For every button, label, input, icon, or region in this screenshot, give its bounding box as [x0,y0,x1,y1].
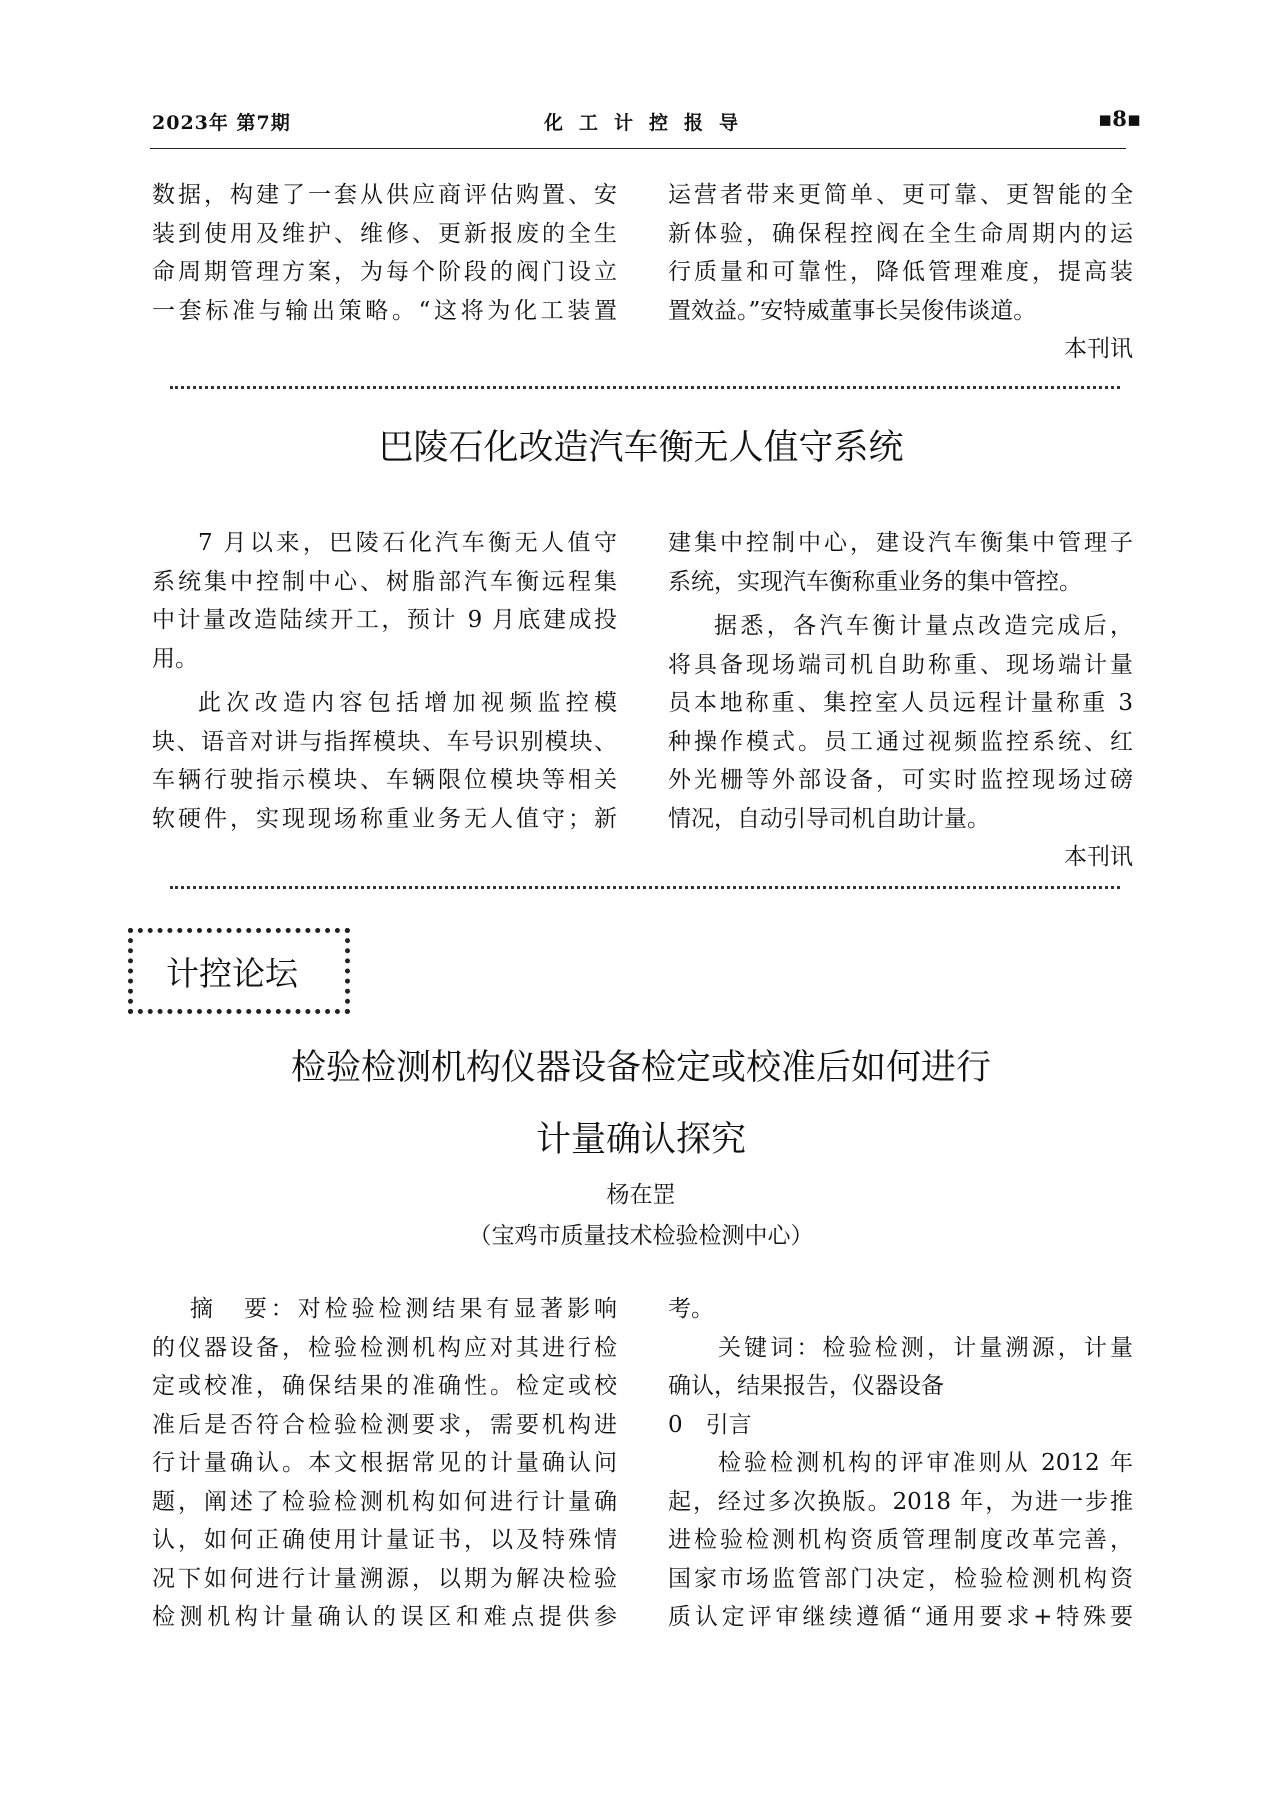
keywords-line: 确认，结果报告，仪器设备 [668,1373,944,1399]
text-line: 质认定评审继续遵循“通用要求+特殊要 [668,1604,1133,1630]
abstract-line: 行计量确认。本文根据常见的计量确认问 [152,1450,617,1476]
article-title-line-1: 检验检测机构仪器设备检定或校准后如何进行 [290,1048,991,1088]
text-line: 国家市场监管部门决定，检验检测机构资 [668,1565,1133,1592]
text-line: 起，经过多次换版。2018 年，为进一步推 [668,1488,1133,1515]
text-line: 系统，实现汽车衡称重业务的集中管控。 [668,568,1082,595]
issue-number: 2023年 第7期 [152,112,291,134]
text-line: 进检验检测机构资质管理制度改革完善， [668,1527,1133,1553]
text-line: 种操作模式。员工通过视频监控系统、红 [668,728,1133,755]
abstract-line: 考。 [668,1296,714,1322]
text-line: 用。 [152,645,198,672]
text-line: 7 月以来，巴陵石化汽车衡无人值守 [198,530,617,556]
article-source: 本刊讯 [1064,336,1133,362]
abstract-line: 认，如何正确使用计量证书，以及特殊情 [152,1527,617,1553]
abstract-line: 准后是否符合检验检测要求，需要机构进 [152,1411,617,1438]
text-line: 行质量和可靠性，降低管理难度，提高装 [668,259,1133,285]
abstract-line: 题，阐述了检验检测机构如何进行计量确 [152,1488,617,1515]
text-line: 此次改造内容包括增加视频监控模 [198,690,617,716]
abstract-line: 检测机构计量确认的误区和难点提供参 [152,1604,617,1630]
abstract-line: 的仪器设备，检验检测机构应对其进行检 [152,1334,617,1361]
text-line: 员本地称重、集控室人员远程计量称重 3 [668,690,1133,716]
abstract-line: 况下如何进行计量溯源，以期为解决检验 [152,1565,617,1592]
text-line: 装到使用及维护、维修、更新报废的全生 [152,220,617,247]
text-line: 中计量改造陆续开工，预计 9 月底建成投 [152,607,617,633]
text-line: 车辆行驶指示模块、车辆限位模块等相关 [152,767,617,793]
article-title: 巴陵石化改造汽车衡无人值守系统 [378,428,904,468]
article-source: 本刊讯 [1064,844,1133,870]
abstract-line: 定或校准，确保结果的准确性。检定或校 [152,1373,617,1399]
dotted-separator [170,886,1120,889]
text-line: 软硬件，实现现场称重业务无人值守；新 [152,805,617,832]
text-line: 建集中控制中心，建设汽车衡集中管理子 [668,530,1133,556]
abstract-line: 摘 要：对检验检测结果有显著影响 [190,1296,617,1322]
dotted-separator [170,386,1120,389]
text-line: 情况，自动引导司机自助计量。 [668,805,990,832]
text-line: 一套标准与输出策略。“这将为化工装置 [152,297,617,324]
prev-article-right-column [668,176,1133,369]
text-line: 外光栅等外部设备，可实时监控现场过磅 [668,767,1133,793]
journal-name: 化工计控报导 [544,112,755,134]
article3-left-column [152,1290,617,1637]
article2-left-column [152,524,617,838]
section-label: 计控论坛 [166,954,298,993]
text-line: 命周期管理方案，为每个阶段的阀门设立 [152,259,617,285]
keywords-line: 关键词：检验检测，计量溯源，计量 [718,1334,1133,1361]
page-number: ▪8▪ [1098,106,1142,131]
text-line: 数据，构建了一套从供应商评估购置、安 [152,182,617,208]
text-line: 运营者带来更简单、更可靠、更智能的全 [668,182,1133,208]
text-line: 系统集中控制中心、树脂部汽车衡远程集 [152,568,617,595]
author-name: 杨在罡 [606,1182,676,1208]
text-line: 检验检测机构的评审准则从 2012 年 [718,1450,1133,1476]
article3-right-column [668,1290,1133,1637]
text-line: 块、语音对讲与指挥模块、车号识别模块、 [152,728,617,755]
author-affiliation: （宝鸡市质量技术检验检测中心） [468,1223,814,1249]
text-line: 据悉，各汽车衡计量点改造完成后， [714,613,1133,639]
article-title-line-2: 计量确认探究 [535,1120,746,1160]
section-heading: 0 引言 [668,1411,752,1438]
text-line: 置效益。”安特威董事长吴俊伟谈道。 [668,297,1037,324]
header-rule [150,148,1126,149]
text-line: 将具备现场端司机自助称重、现场端计量 [668,651,1133,678]
article2-right-column [668,524,1133,877]
text-line: 新体验，确保程控阀在全生命周期内的运 [668,220,1133,247]
prev-article-left-column [152,176,617,330]
